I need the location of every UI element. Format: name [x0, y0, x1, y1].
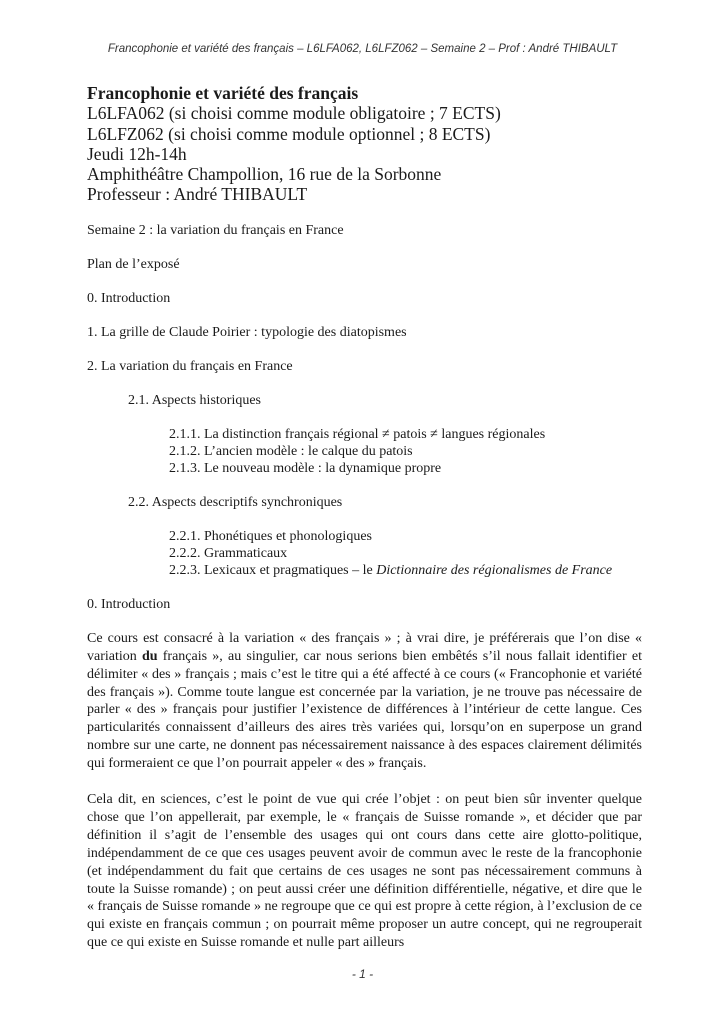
- document-body: [87, 83, 642, 970]
- outline-item-prefix: 2.2.3. Lexicaux et pragmatiques – le: [169, 562, 377, 578]
- running-header: Francophonie et variété des français – L6LFA062, L6LFZ062 – Semaine 2 – Prof : André THIBAULT: [107, 43, 618, 55]
- outline-section-0: 0. Introduction: [87, 290, 171, 306]
- course-location: Amphithéâtre Champollion, 16 rue de la Sorbonne: [87, 164, 442, 185]
- outline-section-2-1: 2.1. Aspects historiques: [128, 392, 261, 408]
- page-number: - 1 -: [351, 967, 374, 981]
- paragraph-1-part-2: français », au singulier, car nous serions bien embêtés s’il nous fallait identifier et délimiter « des » français ; mais c’est le titre qui a été affecté à ce cours (« Francophonie et variété des français »). Comme toute langue est concernée par la variation, je ne trouve pas nécessaire de parler « des » français pour justifier l’existence de différences à l’intérieur de cette langue. Ces particularités connaissent d’ailleurs des aires très variées qui, lorsqu’on en superpose un grand nombre sur une carte, ne donnent pas nécessairement naissance à des espaces clairement délimités qui formeraient ce que l’on pourrait appeler « des » français.: [87, 648, 642, 772]
- outline-item: 2.1.3. Le nouveau modèle : la dynamique propre: [169, 460, 442, 476]
- course-code-obligatoire: L6LFA062 (si choisi comme module obligatoire ; 7 ECTS): [87, 103, 501, 124]
- outline-item-2-2-3: [169, 562, 642, 579]
- course-code-optionnel: L6LFZ062 (si choisi comme module optionnel ; 8 ECTS): [87, 123, 491, 144]
- course-info: [87, 83, 642, 205]
- outline-section-1: 1. La grille de Claude Poirier : typologie des diatopismes: [87, 324, 407, 340]
- outline-item: 2.2.2. Grammaticaux: [169, 545, 288, 561]
- outline-section-2: 2. La variation du français en France: [87, 358, 293, 374]
- paragraph-1-bold: du: [141, 648, 158, 664]
- outline-item: 2.1.2. L’ancien modèle : le calque du patois: [169, 443, 413, 459]
- outline-list-2-1: [169, 426, 642, 477]
- outline-list-2-2: [169, 528, 642, 579]
- course-professor: Professeur : André THIBAULT: [87, 184, 308, 205]
- paragraph-2: Cela dit, en sciences, c’est le point de vue qui crée l’objet : on peut bien sûr inventer quelque chose que l’on appellerait, par exemple, le « français de Suisse romande », et décider que par définition il s’agit de l’ensemble des usages qui ont cours dans cette aire glotto-politique, indépendamment de ce que ces usages peuvent avoir de commun avec le reste de la francophonie (et indépendamment du fait que certains de ces usages ne sont pas nécessairement communs à toute la Suisse romande) ; on peut aussi créer une définition différentielle, négative, et dire que le « français de Suisse romande » ne regroupe que ce qui est propre à cette région, à l’exclusion de ce qui existe en français commun ; on pourrait même proposer un autre concept, qui ne regrouperait que ce qui existe en Suisse romande et nulle part ailleurs: [87, 792, 642, 951]
- outline-item: 2.1.1. La distinction français régional ≠ patois ≠ langues régionales: [169, 426, 546, 442]
- paragraph-1-part-1: Ce cours est consacré à la variation « des français » ; à vrai dire, je préférerais que l’on dise « variation: [87, 630, 642, 664]
- intro-heading: 0. Introduction: [87, 596, 171, 612]
- plan-title: Plan de l’exposé: [87, 256, 180, 272]
- course-title: Francophonie et variété des français: [87, 83, 359, 103]
- outline-section-2-2: 2.2. Aspects descriptifs synchroniques: [128, 494, 343, 510]
- dictionary-title: Dictionnaire des régionalismes de France: [376, 562, 613, 578]
- paragraph-1: [87, 630, 642, 773]
- course-schedule: Jeudi 12h-14h: [87, 143, 187, 164]
- week-title: Semaine 2 : la variation du français en France: [87, 222, 344, 238]
- outline-item: 2.2.1. Phonétiques et phonologiques: [169, 528, 372, 544]
